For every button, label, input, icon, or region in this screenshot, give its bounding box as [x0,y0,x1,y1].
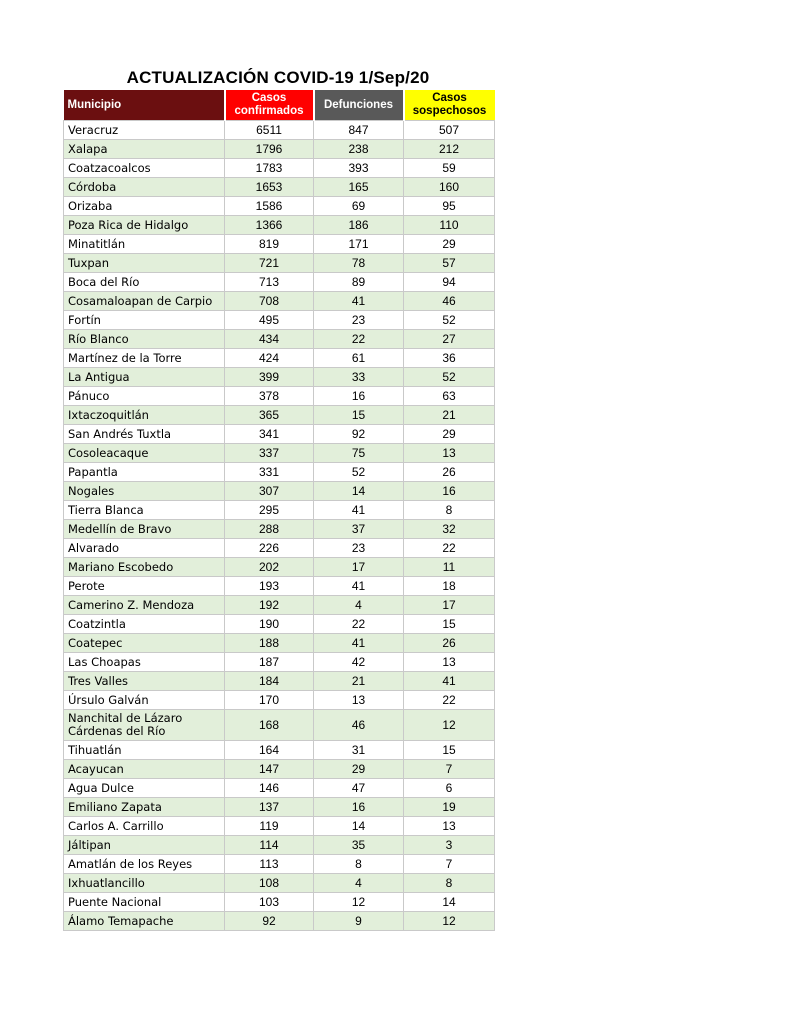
cell-casos-confirmados: 187 [225,653,314,672]
cell-municipio: Poza Rica de Hidalgo [64,216,225,235]
cell-municipio: Ixtaczoquitlán [64,406,225,425]
cell-casos-confirmados: 119 [225,817,314,836]
cell-casos-confirmados: 184 [225,672,314,691]
cell-casos-confirmados: 103 [225,893,314,912]
table-row [64,349,495,368]
cell-municipio: Acayucan [64,760,225,779]
cell-defunciones: 9 [314,912,404,931]
table-row [64,178,495,197]
cell-defunciones: 4 [314,874,404,893]
cell-casos-confirmados: 307 [225,482,314,501]
cell-casos-sospechosos: 94 [404,273,495,292]
header-casos-confirmados [225,90,314,121]
cell-casos-sospechosos: 16 [404,482,495,501]
cell-casos-confirmados: 295 [225,501,314,520]
covid-table [63,90,495,931]
cell-casos-sospechosos: 13 [404,817,495,836]
cell-casos-confirmados: 202 [225,558,314,577]
cell-defunciones: 4 [314,596,404,615]
table-row [64,817,495,836]
header-sospechosos-line2: sospechosos [412,105,487,117]
cell-casos-confirmados: 424 [225,349,314,368]
cell-casos-confirmados: 170 [225,691,314,710]
cell-casos-sospechosos: 26 [404,634,495,653]
cell-casos-confirmados: 192 [225,596,314,615]
cell-casos-sospechosos: 59 [404,159,495,178]
cell-defunciones: 165 [314,178,404,197]
cell-municipio: Jáltipan [64,836,225,855]
cell-municipio: Martínez de la Torre [64,349,225,368]
cell-municipio: Xalapa [64,140,225,159]
cell-casos-confirmados: 137 [225,798,314,817]
cell-casos-confirmados: 721 [225,254,314,273]
cell-casos-sospechosos: 15 [404,615,495,634]
cell-casos-sospechosos: 6 [404,779,495,798]
cell-casos-sospechosos: 17 [404,596,495,615]
cell-casos-confirmados: 190 [225,615,314,634]
cell-municipio: Mariano Escobedo [64,558,225,577]
cell-casos-sospechosos: 8 [404,874,495,893]
cell-municipio: Coatzacoalcos [64,159,225,178]
cell-municipio: Minatitlán [64,235,225,254]
table-row [64,798,495,817]
cell-defunciones: 69 [314,197,404,216]
cell-municipio: Perote [64,577,225,596]
table-row [64,577,495,596]
cell-municipio: Veracruz [64,121,225,140]
cell-defunciones: 8 [314,855,404,874]
cell-municipio: Orizaba [64,197,225,216]
table-row [64,912,495,931]
cell-casos-sospechosos: 12 [404,912,495,931]
cell-municipio: Nanchital de Lázaro Cárdenas del Río [64,710,225,741]
header-sospechosos-line1: Casos [432,92,467,104]
cell-casos-sospechosos: 212 [404,140,495,159]
cell-defunciones: 42 [314,653,404,672]
cell-defunciones: 52 [314,463,404,482]
cell-defunciones: 22 [314,615,404,634]
header-row [64,90,495,121]
cell-defunciones: 171 [314,235,404,254]
cell-defunciones: 186 [314,216,404,235]
cell-casos-confirmados: 1653 [225,178,314,197]
cell-casos-confirmados: 1366 [225,216,314,235]
cell-defunciones: 847 [314,121,404,140]
cell-defunciones: 41 [314,292,404,311]
table-row [64,874,495,893]
cell-casos-sospechosos: 95 [404,197,495,216]
cell-casos-sospechosos: 18 [404,577,495,596]
cell-casos-confirmados: 1783 [225,159,314,178]
cell-casos-sospechosos: 13 [404,653,495,672]
cell-municipio: Álamo Temapache [64,912,225,931]
cell-municipio: La Antigua [64,368,225,387]
cell-casos-confirmados: 188 [225,634,314,653]
cell-casos-sospechosos: 27 [404,330,495,349]
table-row [64,330,495,349]
cell-casos-sospechosos: 3 [404,836,495,855]
cell-defunciones: 41 [314,577,404,596]
page-title: ACTUALIZACIÓN COVID-19 1/Sep/20 [126,68,430,87]
cell-municipio: Amatlán de los Reyes [64,855,225,874]
table-row [64,558,495,577]
cell-municipio: Tierra Blanca [64,501,225,520]
cell-municipio: Tuxpan [64,254,225,273]
cell-casos-sospechosos: 7 [404,760,495,779]
table-row [64,634,495,653]
table-row [64,672,495,691]
cell-casos-sospechosos: 52 [404,311,495,330]
cell-municipio: Fortín [64,311,225,330]
table-row [64,653,495,672]
cell-casos-sospechosos: 11 [404,558,495,577]
cell-defunciones: 17 [314,558,404,577]
cell-municipio: Córdoba [64,178,225,197]
cell-municipio: Úrsulo Galván [64,691,225,710]
cell-casos-confirmados: 146 [225,779,314,798]
cell-municipio: Camerino Z. Mendoza [64,596,225,615]
cell-casos-confirmados: 92 [225,912,314,931]
table-row [64,273,495,292]
table-row [64,691,495,710]
cell-defunciones: 31 [314,741,404,760]
cell-defunciones: 23 [314,311,404,330]
cell-defunciones: 16 [314,798,404,817]
cell-defunciones: 13 [314,691,404,710]
table-row [64,596,495,615]
table-row [64,425,495,444]
table-row [64,501,495,520]
cell-casos-sospechosos: 14 [404,893,495,912]
cell-casos-confirmados: 1796 [225,140,314,159]
header-confirmados-line2: confirmados [234,105,304,117]
table-row [64,140,495,159]
cell-defunciones: 33 [314,368,404,387]
cell-casos-sospechosos: 29 [404,425,495,444]
cell-defunciones: 41 [314,634,404,653]
table-row [64,197,495,216]
table-row [64,368,495,387]
cell-defunciones: 35 [314,836,404,855]
cell-casos-sospechosos: 22 [404,691,495,710]
cell-defunciones: 89 [314,273,404,292]
cell-casos-confirmados: 331 [225,463,314,482]
table-row [64,855,495,874]
cell-casos-confirmados: 365 [225,406,314,425]
cell-municipio: Río Blanco [64,330,225,349]
cell-casos-sospechosos: 19 [404,798,495,817]
cell-municipio: Boca del Río [64,273,225,292]
cell-defunciones: 46 [314,710,404,741]
cell-defunciones: 14 [314,817,404,836]
table-row [64,406,495,425]
cell-defunciones: 29 [314,760,404,779]
cell-casos-confirmados: 708 [225,292,314,311]
cell-casos-sospechosos: 21 [404,406,495,425]
cell-defunciones: 47 [314,779,404,798]
cell-casos-confirmados: 226 [225,539,314,558]
cell-casos-confirmados: 341 [225,425,314,444]
cell-casos-sospechosos: 29 [404,235,495,254]
cell-casos-sospechosos: 507 [404,121,495,140]
cell-defunciones: 14 [314,482,404,501]
table-row [64,387,495,406]
cell-municipio: Cosamaloapan de Carpio [64,292,225,311]
header-defunciones: Defunciones [314,90,404,121]
cell-casos-confirmados: 378 [225,387,314,406]
cell-casos-sospechosos: 26 [404,463,495,482]
cell-defunciones: 78 [314,254,404,273]
table-row [64,741,495,760]
cell-casos-confirmados: 114 [225,836,314,855]
cell-casos-confirmados: 164 [225,741,314,760]
table-row [64,893,495,912]
header-casos-sospechosos [404,90,495,121]
cell-municipio: Puente Nacional [64,893,225,912]
cell-casos-sospechosos: 57 [404,254,495,273]
cell-municipio: Alvarado [64,539,225,558]
table-row [64,254,495,273]
cell-municipio: Tres Valles [64,672,225,691]
cell-casos-sospechosos: 15 [404,741,495,760]
table-row [64,836,495,855]
cell-municipio: Emiliano Zapata [64,798,225,817]
cell-defunciones: 393 [314,159,404,178]
cell-municipio: Papantla [64,463,225,482]
header-municipio: Municipio [64,90,225,121]
cell-casos-sospechosos: 36 [404,349,495,368]
cell-casos-sospechosos: 13 [404,444,495,463]
cell-casos-sospechosos: 160 [404,178,495,197]
cell-municipio: Coatepec [64,634,225,653]
table-row [64,159,495,178]
cell-casos-confirmados: 819 [225,235,314,254]
cell-defunciones: 23 [314,539,404,558]
cell-casos-sospechosos: 22 [404,539,495,558]
cell-defunciones: 21 [314,672,404,691]
table-row [64,235,495,254]
cell-casos-confirmados: 113 [225,855,314,874]
table-row [64,539,495,558]
cell-defunciones: 16 [314,387,404,406]
cell-casos-confirmados: 399 [225,368,314,387]
cell-defunciones: 238 [314,140,404,159]
cell-casos-sospechosos: 41 [404,672,495,691]
cell-casos-confirmados: 288 [225,520,314,539]
cell-casos-confirmados: 434 [225,330,314,349]
cell-municipio: San Andrés Tuxtla [64,425,225,444]
cell-casos-confirmados: 168 [225,710,314,741]
cell-municipio: Coatzintla [64,615,225,634]
table-row [64,779,495,798]
cell-municipio: Agua Dulce [64,779,225,798]
cell-defunciones: 92 [314,425,404,444]
table-row [64,216,495,235]
cell-casos-confirmados: 713 [225,273,314,292]
cell-casos-confirmados: 6511 [225,121,314,140]
cell-defunciones: 22 [314,330,404,349]
cell-defunciones: 15 [314,406,404,425]
cell-defunciones: 61 [314,349,404,368]
header-confirmados-line1: Casos [251,92,287,104]
cell-defunciones: 37 [314,520,404,539]
cell-casos-confirmados: 1586 [225,197,314,216]
table-body [64,121,495,931]
cell-municipio: Cosoleacaque [64,444,225,463]
cell-casos-sospechosos: 52 [404,368,495,387]
cell-defunciones: 75 [314,444,404,463]
cell-municipio: Medellín de Bravo [64,520,225,539]
cell-casos-confirmados: 337 [225,444,314,463]
cell-municipio: Nogales [64,482,225,501]
cell-municipio: Tihuatlán [64,741,225,760]
cell-casos-confirmados: 193 [225,577,314,596]
table-row [64,615,495,634]
cell-casos-sospechosos: 8 [404,501,495,520]
cell-casos-sospechosos: 46 [404,292,495,311]
table-row [64,444,495,463]
table-row [64,463,495,482]
cell-casos-sospechosos: 12 [404,710,495,741]
table-row [64,760,495,779]
cell-defunciones: 41 [314,501,404,520]
cell-casos-confirmados: 495 [225,311,314,330]
table-row [64,482,495,501]
table-row [64,710,495,741]
cell-municipio: Las Choapas [64,653,225,672]
table-row [64,520,495,539]
table-row [64,121,495,140]
cell-municipio: Pánuco [64,387,225,406]
cell-casos-sospechosos: 63 [404,387,495,406]
cell-municipio: Carlos A. Carrillo [64,817,225,836]
cell-casos-sospechosos: 110 [404,216,495,235]
cell-municipio: Ixhuatlancillo [64,874,225,893]
cell-casos-confirmados: 147 [225,760,314,779]
table-row [64,311,495,330]
cell-casos-sospechosos: 32 [404,520,495,539]
table-row [64,292,495,311]
cell-defunciones: 12 [314,893,404,912]
cell-casos-sospechosos: 7 [404,855,495,874]
cell-casos-confirmados: 108 [225,874,314,893]
